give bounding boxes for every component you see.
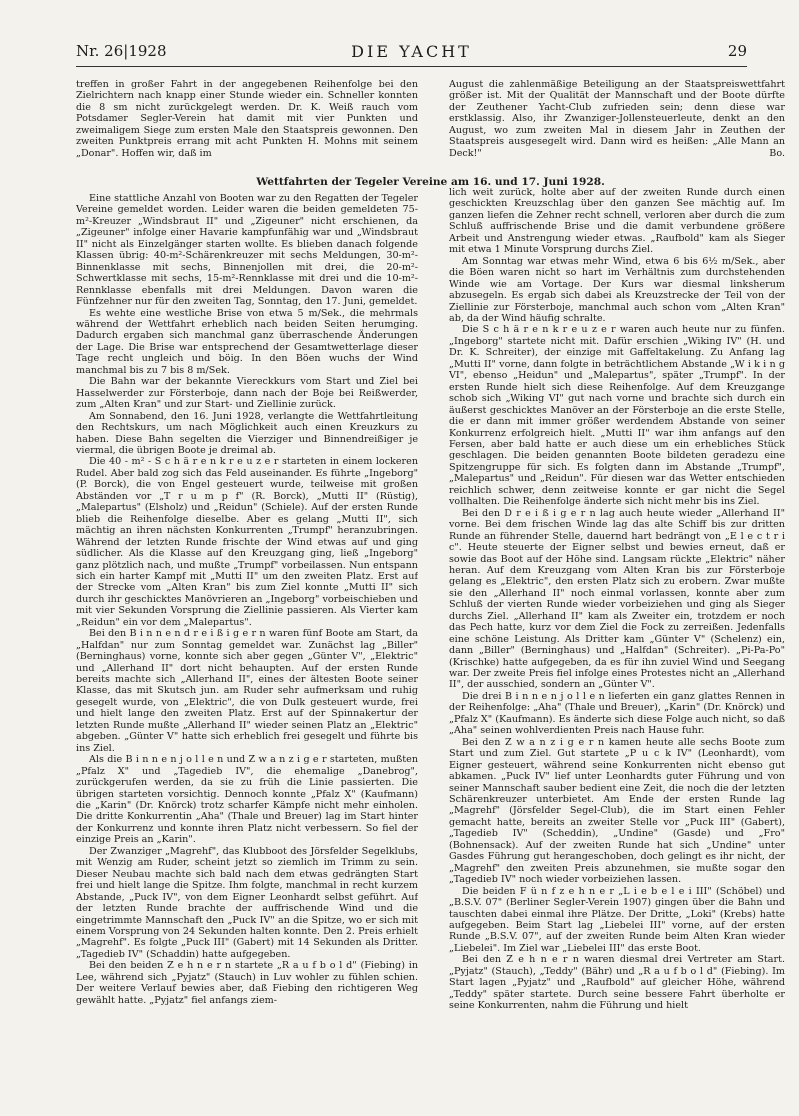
header-rule [76,66,747,67]
article-paragraph: lich weit zurück, holte aber auf der zweiten Runde durch einen geschickten Kreuzschlag über den ganzen See mächtig auf. Im ganzen liefen die Zehner recht schnell, verloren aber durch die zum Schluß auffrischende Brise und die damit verbundene größere Arbeit und Anstrengung wieder etwas. „Raufbold" kam als Sieger mit etwa 1 Minute Vorsprung durchs Ziel. [449,187,785,256]
article-right-column [449,187,785,1086]
top-right-body: August die zahlenmäßige Beteiligung an der Staatspreiswettfahrt größer ist. Mit der Qualität der Mannschaft und der Boote dürfte der Zeuthener Yacht-Club zufrieden sein; denn diese war erstklassig. Also, ihr Zwanziger-Jollensteuerleute, denkt an den August, wo zum zweiten Mal in diesem Jahr in Zeuthen der Staatspreis ausgesegelt wird. Dann wird es heißen: „Alle Mann an Deck!" [449,79,785,159]
article-title: Wettfahrten der Tegeler Vereine am 16. und 17. Juni 1928. [256,176,605,188]
author-signature: Bo. [769,147,785,159]
article-paragraph: Bei den beiden Z e h n e r n startete „R a u f b o l d" (Fiebing) in Lee, während sich „Pyjatz" (Stauch) in Luv wohler zu fühlen schien. Der weitere Verlauf bewies aber, daß Fiebing den richtigeren Weg gewählt hatte. „Pyjatz" fiel anfangs ziem- [76,960,418,1006]
article-paragraph: Als die B i n n e n j o l l e n und Z w a n z i g e r starteten, mußten „Pfalz X" und „Tagedieb IV", die ehemalige „Danebrog", zurückgerufen werden, da sie zu früh die Linie passierten. Die übrigen starteten vorsichtig. Dennoch konnte „Pfalz X" (Kaufmann) die „Karin" (Dr. Knörck) trotz scharfer Kämpfe nicht mehr einholen. Die dritte Konkurrentin „Aha" (Thale und Breuer) lag im Start hinter der Konkurrenz und konnte ihren Platz nicht verbessern. So fiel der einzige Preis an „Karin". [76,754,418,846]
article-paragraph: Am Sonntag war etwas mehr Wind, etwa 6 bis 6½ m/Sek., aber die Böen waren nicht so hart im Verhältnis zum durchstehenden Winde wie am Vortage. Der Kurs war diesmal linksherum abzusegeln. Es ergab sich dabei als Kreuzstrecke der Teil von der Ziellinie zur Försterboje, manchmal auch schon vom „Alten Kran" ab, da der Wind häufig schralte. [449,255,785,324]
article-paragraph: Die Bahn war der bekannte Viereckkurs vom Start und Ziel bei Hasselwerder zur Försterboje, dann nach der Boje bei Reißwerder, zum „Alten Kran" und zur Start- und Ziellinie zurück. [76,376,418,411]
article-paragraph: Die 40 - m² - S c h ä r e n k r e u z e r starteten in einem lockeren Rudel. Aber bald zog sich das Feld auseinander. Es führte „Ingeborg" (P. Borck), die von Engel gesteuert wurde, teilweise mit großen Abständen vor „T r u m p f" (R. Borck), „Mutti II" (Rüstig), „Malepartus" (Elsholz) und „Reidun" (Schiele). Auf der ersten Runde blieb die Reihenfolge dieselbe. Aber es gelang „Mutti II", sich mächtig an ihren nächsten Konkurrenten „Trumpf" heranzubringen. Während der letzten Runde frischte der Wind etwas auf und ging südlicher. Als die Klasse auf den Kreuzgang ging, ließ „Ingeborg" ganz plötzlich nach, und mußte „Trumpf" vorbeilassen. Nun entspann sich ein harter Kampf mit „Mutti II" um den zweiten Platz. Erst auf der Strecke vom „Alten Kran" bis zum Ziel konnte „Mutti II" sich durch ihr geschicktes Manövrieren an „Ingeborg" vorbeischieben und mit vier Sekunden Vorsprung die Ziellinie passieren. Als Vierter kam „Reidun" ein vor dem „Malepartus". [76,456,418,628]
top-left-column [76,79,418,173]
issue-number: Nr. 26|1928 [76,42,167,60]
article-paragraph: Die S c h ä r e n k r e u z e r waren auch heute nur zu fünfen. „Ingeborg" startete nicht mit. Dafür erschien „Wiking IV" (H. und Dr. K. Schreiter), der einzige mit Gaffeltakelung. Zu Anfang lag „Mutti II" vorne, dann folgte in beträchtlichem Abstande „W i k i n g VI", ebenso „Heidun" und „Malepartus", später „Trumpf". In der ersten Runde hielt sich diese Reihenfolge. Auf dem Kreuzgange schob sich „Wiking VI" gut nach vorne und brachte sich durch ein äußerst geschicktes Manöver an der Försterboje an die erste Stelle, die er dann mit immer größer werdendem Abstande von seiner Konkurrenz erfolgreich hielt. „Mutti II" war ihm anfangs auf den Fersen, aber bald hatte er auch diese um ein erhebliches Stück geschlagen. Die beiden genannten Boote bildeten geradezu eine Spitzengruppe für sich. Es folgten dann im Abstande „Trumpf", „Malepartus" und „Reidun". Für diesen war das Wetter entschieden reichlich schwer, denn zeitweise konnte er gar nicht die Segel vollhalten. Die Reihenfolge änderte sich nicht mehr bis ins Ziel. [449,324,785,508]
top-right-column [449,79,785,173]
magazine-title: DIE YACHT [351,42,472,61]
article-paragraph: Bei den Z w a n z i g e r n kamen heute alle sechs Boote zum Start und zum Ziel. Gut startete „P u c k IV" (Leonhardt), vom Eigner gesteuert, während seine Konkurrenten nicht ebenso gut abkamen. „Puck IV" lief unter Leonhardts guter Führung und von seiner Mannschaft sauber bedient eine Zeit, die noch die der letzten Schärenkreuzer unterbietet. Am Ende der ersten Runde lag „Magrehf" (Jörsfelder Segel-Club), die im Start einen Fehler gemacht hatte, bereits an zweiter Stelle vor „Puck III" (Gabert), „Tagedieb IV" (Scheddin), „Undine" (Gasde) und „Fro" (Bohnensack). Auf der zweiten Runde hat sich „Undine" unter Gasdes Führung gut herangeschoben, doch gelingt es ihr nicht, der „Magrehf" den zweiten Preis abzunehmen, sie mußte sogar den „Tagedieb IV" noch wieder vorbeiziehen lassen. [449,736,785,886]
article-left-column [76,193,418,1086]
page-number: 29 [727,42,747,60]
article-paragraph: Eine stattliche Anzahl von Booten war zu den Regatten der Tegeler Vereine gemeldet worden. Leider waren die beiden gemeldeten 75-m²-Kreuzer „Windsbraut II" und „Zigeuner" nicht erschienen, da „Zigeuner" infolge einer Havarie kampfunfähig war und „Windsbraut II" nicht als Einzelgänger starten wollte. Es blieben danach folgende Klassen übrig: 40-m²-Schärenkreuzer mit sechs Meldungen, 30-m²-Binnenklasse mit sechs, Binnenjollen mit drei, die 20-m²-Schwertklasse mit sechs, 15-m²-Rennklasse mit drei und die 10-m²-Rennklasse ebenfalls mit drei Meldungen. Davon waren die Fünfzehner nur für den zweiten Tag, Sonntag, den 17. Juni, gemeldet. [76,193,418,308]
top-left-text: treffen in großer Fahrt in der angegebenen Reihenfolge bei den Zielrichtern nach knapp einer Stunde wieder ein. Schneller konnten die 8 sm nicht zurückgelegt werden. Dr. K. Weiß rauch vom Potsdamer Segler-Verein hat damit mit vier Punkten und zweimaligem Siege zum ersten Male den Staatspreis gewonnen. Den zweiten Punktpreis errang mit acht Punkten H. Mohns mit seinem „Donar". Hoffen wir, daß im [76,79,418,159]
article-paragraph: Es wehte eine westliche Brise von etwa 5 m/Sek., die mehrmals während der Wettfahrt erheblich nach beiden Seiten herumging. Dadurch ergaben sich manchmal ganz überraschende Änderungen der Lage. Die Brise war entsprechend der Gesamtwetterlage dieser Tage recht ungleich und böig. In den Böen wuchs der Wind manchmal bis zu 7 bis 8 m/Sek. [76,307,418,376]
article-paragraph: Die beiden F ü n f z e h n e r „L i e b e l e i III" (Schöbel) und „B.S.V. 07" (Berliner Segler-Verein 1907) gingen über die Bahn und tauschten dabei einmal ihre Plätze. Der Dritte, „Loki" (Krebs) hatte aufgegeben. Beim Start lag „Liebelei III" vorne, auf der ersten Runde „B.S.V. 07", auf der zweiten Runde beim Alten Kran wieder „Liebelei". Im Ziel war „Liebelei III" das erste Boot. [449,885,785,954]
page-header [76,42,747,66]
article-paragraph: Bei den D r e i ß i g e r n lag auch heute wieder „Allerhand II" vorne. Bei dem frischen Winde lag das alte Schiff bis zur dritten Runde an führender Stelle, dauernd hart bedrängt von „E l e c t r i c". Heute steuerte der Eigner selbst und bewies erneut, daß er sowie das Boot auf der Höhe sind. Langsam rückte „Elektric" näher heran. Auf dem Kreuzgang vom Alten Kran bis zur Försterboje gelang es „Elektric", den ersten Platz sich zu erobern. Zwar mußte sie den „Allerhand II" noch einmal vorlassen, konnte aber zum Schluß der vierten Runde wieder vorbeiziehen und ging als Sieger durchs Ziel. „Allerhand II" kam als Zweiter ein, trotzdem er noch das Pech hatte, kurz vor dem Ziel die Fock zu zerreißen. Jedenfalls eine schöne Leistung. Als Dritter kam „Günter V" (Schelenz) ein, dann „Biller" (Berninghaus) und „Halfdan" (Schreiter). „Pi-Pa-Po" (Krischke) hatte aufgegeben, da es für ihn zuviel Wind und Seegang war. Der zweite Preis fiel infolge eines Protestes nicht an „Allerhand II", der ausschied, sondern an „Günter V". [449,507,785,691]
article-paragraph: Der Zwanziger „Magrehf", das Klubboot des Jörsfelder Segelklubs, mit Wenzig am Ruder, scheint jetzt so ziemlich im Trimm zu sein. Dieser Neubau machte sich bald nach dem etwas gedrängten Start frei und hielt lange die Spitze. Ihm folgte, manchmal in recht kurzem Abstande, „Puck IV", von dem Eigner Leonhardt selbst geführt. Auf der letzten Runde brachte der auffrischende Wind und die eingetrimmte Mannschaft den „Puck IV" an die Spitze, wo er sich mit einem Vorsprung von 24 Sekunden halten konnte. Den 2. Preis erhielt „Magrehf". Es folgte „Puck III" (Gabert) mit 14 Sekunden als Dritter. „Tagedieb IV" (Schaddin) hatte aufgegeben. [76,845,418,960]
article-paragraph: Die drei B i n n e n j o l l e n lieferten ein ganz glattes Rennen in der Reihenfolge: „Aha" (Thale und Breuer), „Karin" (Dr. Knörck) und „Pfalz X" (Kaufmann). Es änderte sich diese Folge auch nicht, so daß „Aha" seinen wohlverdienten Preis nach Hause fuhr. [449,690,785,737]
article-paragraph: Am Sonnabend, den 16. Juni 1928, verlangte die Wettfahrtleitung den Rechtskurs, um nach Möglichkeit auch einen Kreuzkurs zu haben. Diese Bahn segelten die Vierziger und Binnendreißiger je viermal, die übrigen Boote je dreimal ab. [76,410,418,456]
top-right-text [449,79,785,159]
article-paragraph: Bei den B i n n e n d r e i ß i g e r n waren fünf Boote am Start, da „Halfdan" nur zum Sonntag gemeldet war. Zunächst lag „Biller" (Berninghaus) vorne, konnte sich aber gegen „Günter V", „Elektric" und „Allerhand II" dort nicht behaupten. Auf der ersten Runde bereits machte sich „Allerhand II", eines der ältesten Boote seiner Klasse, das mit Skutsch jun. am Ruder sehr aufmerksam und ruhig gesegelt wurde, von „Elektric", die von Dulk gesteuert wurde, frei und hielt lange den zweiten Platz. Erst auf der Spinnakertur der letzten Runde mußte „Allerhand II" wieder seinen Platz an „Elektric" abgeben. „Günter V" hatte sich erheblich frei gesegelt und führte bis ins Ziel. [76,628,418,754]
article-paragraph: Bei den Z e h n e r n waren diesmal drei Vertreter am Start. „Pyjatz" (Stauch), „Teddy" (Bähr) und „R a u f b o l d" (Fiebing). Im Start lagen „Pyjatz" und „Raufbold" auf gleicher Höhe, während „Teddy" später startete. Durch seine bessere Fahrt überholte er seine Konkurrenten, nahm die Führung und hielt [449,954,785,1012]
